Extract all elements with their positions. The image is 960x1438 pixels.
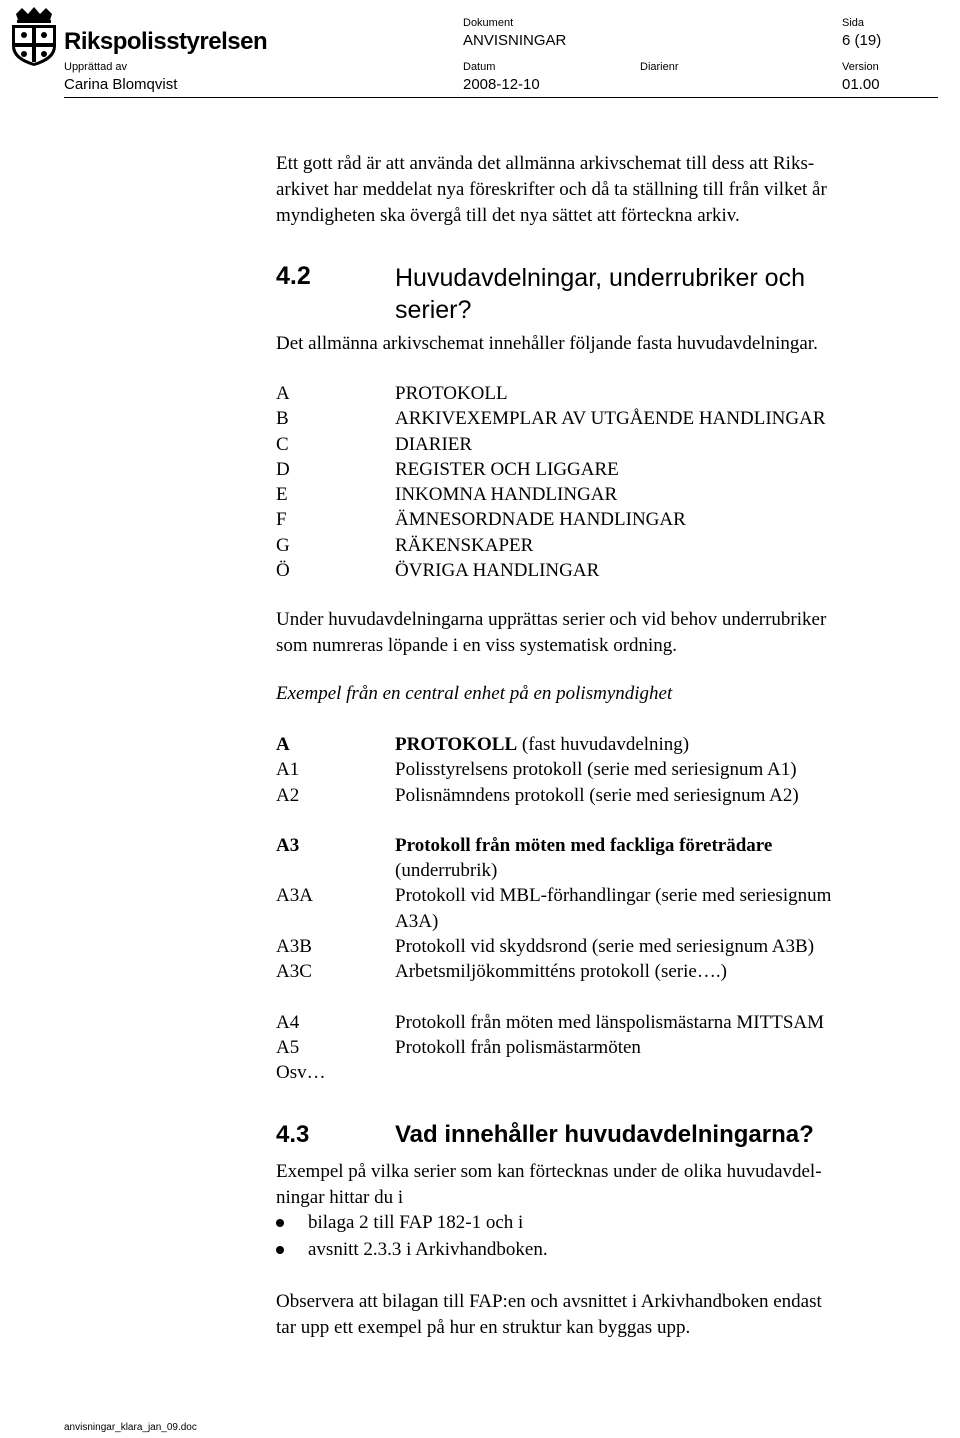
spacer [276, 808, 831, 833]
upprattad-label: Upprättad av [64, 61, 127, 73]
example-row [276, 909, 831, 934]
division-row [276, 482, 826, 507]
example-text: Protokoll vid skyddsrond (serie med seriesignum A3B) [395, 936, 815, 958]
division-code: D [276, 458, 290, 480]
section-title-line: serier? [395, 296, 472, 324]
example-code: A3 [276, 834, 300, 856]
division-name: RÄKENSKAPER [395, 534, 534, 556]
datum-value: 2008-12-10 [463, 76, 540, 93]
example-list [276, 732, 831, 1086]
paragraph-line: ningar hittar du i [276, 1187, 404, 1208]
logo-text: Rikspolisstyrelsen [64, 28, 268, 55]
paragraph-line: Exempel på vilka serier som kan förtecknas under de olika huvudavdel- [276, 1161, 822, 1182]
section-4-2-number: 4.2 [276, 262, 311, 290]
diarienr-label: Diarienr [640, 61, 679, 73]
intro-line: myndigheten ska övergå till det nya sättet att förteckna arkiv. [276, 205, 740, 226]
reference-list [276, 1210, 548, 1264]
paragraph-line: tar upp ett exempel på hur en struktur kan byggas upp. [276, 1317, 691, 1338]
division-row [276, 457, 826, 482]
division-name: REGISTER OCH LIGGARE [395, 458, 619, 480]
example-code-empty [276, 909, 395, 934]
list-item-text: bilaga 2 till FAP 182-1 och i [308, 1212, 524, 1233]
division-code: E [276, 484, 288, 506]
division-name: PROTOKOLL [395, 383, 508, 404]
example-row [276, 1035, 831, 1060]
footer-filename: anvisningar_klara_jan_09.doc [64, 1422, 197, 1433]
after-line: som numreras löpande i en viss systematisk ordning. [276, 635, 678, 656]
division-code: A [276, 383, 290, 404]
example-code: A1 [276, 759, 300, 781]
example-row [276, 959, 831, 984]
example-text: Polisstyrelsens protokoll (serie med seriesignum A1) [395, 759, 797, 781]
section-4-3-note [276, 1289, 822, 1341]
list-item [276, 1210, 548, 1237]
example-row [276, 833, 831, 858]
section-title-line: Huvudavdelningar, underrubriker och [395, 264, 805, 292]
example-row [276, 757, 831, 782]
crown-shield-icon [6, 6, 62, 68]
version-label: Version [842, 61, 879, 73]
list-item-text: avsnitt 2.3.3 i Arkivhandboken. [308, 1239, 548, 1260]
section-4-2-title [395, 262, 805, 326]
datum-label: Datum [463, 61, 496, 73]
division-row [276, 381, 826, 406]
example-code: A3A [276, 885, 313, 907]
dokument-value: ANVISNINGAR [463, 32, 567, 49]
example-heading: Exempel från en central enhet på en polismyndighet [276, 683, 673, 704]
intro-line: arkivet har meddelat nya föreskrifter och då ta ställning till från vilket år [276, 179, 827, 200]
intro-line: Ett gott råd är att använda det allmänna arkivschemat till dess att Riks- [276, 153, 815, 174]
header-rule [64, 97, 938, 98]
example-code: Osv… [276, 1062, 326, 1084]
example-row [276, 732, 831, 757]
example-text: Arbetsmiljökommitténs protokoll (serie….) [395, 961, 727, 983]
division-row [276, 432, 826, 457]
division-name: ARKIVEXEMPLAR AV UTGÅENDE HANDLINGAR [395, 408, 826, 430]
division-row [276, 406, 826, 431]
dokument-label: Dokument [463, 17, 514, 29]
division-name: ÖVRIGA HANDLINGAR [395, 560, 600, 582]
example-text: Polisnämndens protokoll (serie med seriesignum A2) [395, 784, 799, 806]
division-code: G [276, 534, 290, 556]
example-code: A [276, 734, 290, 755]
example-text: Protokoll från möten med fackliga företrädare [395, 834, 773, 856]
example-code: A5 [276, 1036, 300, 1058]
division-row [276, 507, 826, 532]
division-list [276, 381, 826, 583]
example-code: A3B [276, 936, 312, 958]
bullet-icon [276, 1219, 284, 1227]
example-row [276, 858, 831, 883]
section-4-3-number: 4.3 [276, 1121, 310, 1148]
division-code: F [276, 509, 287, 531]
example-code: A2 [276, 784, 300, 806]
division-name: DIARIER [395, 433, 473, 455]
logo [6, 6, 62, 68]
example-text [395, 732, 689, 757]
example-text: (underrubrik) [395, 860, 498, 882]
section-4-2-after [276, 607, 826, 659]
example-text: A3A) [395, 910, 439, 932]
list-item [276, 1237, 548, 1264]
bullet-icon [276, 1246, 284, 1254]
example-row [276, 1060, 831, 1085]
example-code-empty [276, 858, 395, 883]
upprattad-value: Carina Blomqvist [64, 76, 178, 93]
example-bold: PROTOKOLL [395, 734, 518, 755]
division-name: INKOMNA HANDLINGAR [395, 484, 618, 506]
version-value: 01.00 [842, 76, 880, 93]
sida-label: Sida [842, 17, 865, 29]
example-code: A4 [276, 1011, 300, 1033]
example-row [276, 883, 831, 908]
sida-value: 6 (19) [842, 32, 882, 49]
division-code: B [276, 408, 289, 430]
example-rest: (fast huvudavdelning) [517, 734, 690, 755]
division-row [276, 533, 826, 558]
section-4-3-title: Vad innehåller huvudavdelningarna? [395, 1121, 814, 1148]
example-row [276, 1010, 831, 1035]
division-code: Ö [276, 560, 290, 582]
spacer [276, 985, 831, 1010]
example-row [276, 934, 831, 959]
division-code: C [276, 433, 289, 455]
section-4-2-lead: Det allmänna arkivschemat innehåller följande fasta huvudavdelningar. [276, 333, 818, 354]
division-name: ÄMNESORDNADE HANDLINGAR [395, 509, 686, 531]
after-line: Under huvudavdelningarna upprättas serier och vid behov underrubriker [276, 609, 827, 630]
section-4-3-paragraph [276, 1159, 822, 1211]
example-code: A3C [276, 961, 312, 983]
paragraph-line: Observera att bilagan till FAP:en och avsnittet i Arkivhandboken endast [276, 1291, 822, 1312]
example-text: Protokoll vid MBL-förhandlingar (serie med seriesignum [395, 885, 832, 907]
intro-paragraph [276, 151, 827, 229]
example-row [276, 783, 831, 808]
example-text: Protokoll från möten med länspolismästarna MITTSAM [395, 1011, 825, 1033]
division-row [276, 558, 826, 583]
example-text: Protokoll från polismästarmöten [395, 1036, 641, 1058]
